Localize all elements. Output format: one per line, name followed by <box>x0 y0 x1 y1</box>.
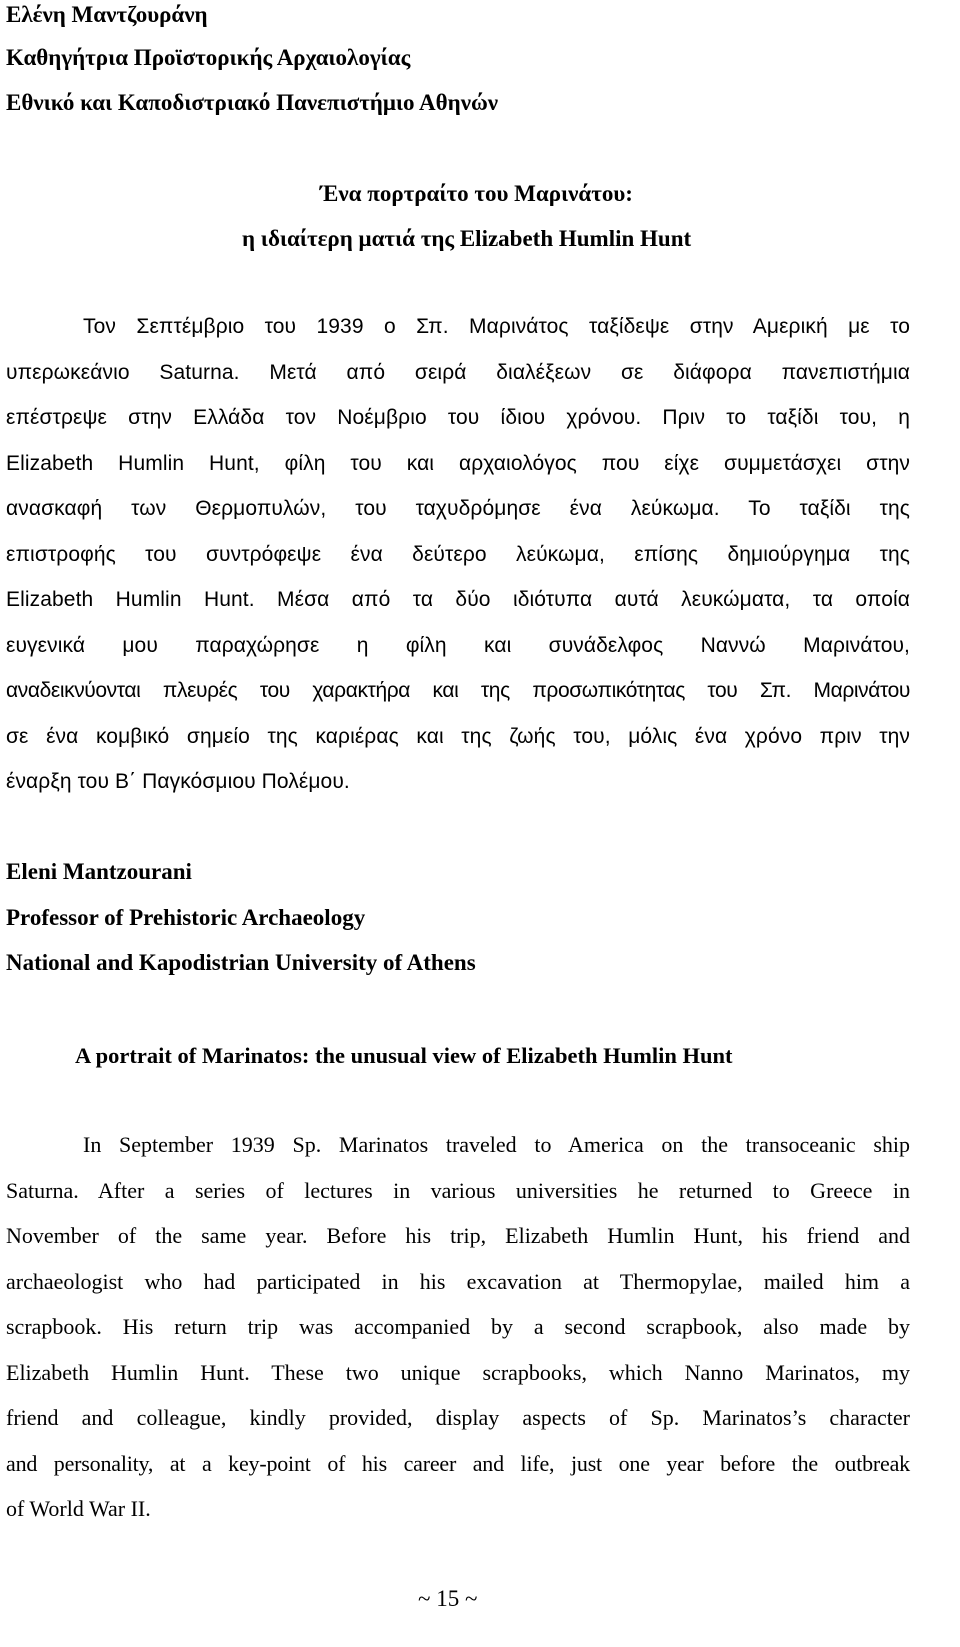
greek-paragraph-line: επιστροφής του συντρόφεψε ένα δεύτερο λεύκωμα, επίσης δημιούργημα της <box>6 543 910 566</box>
english-paragraph-line: archaeologist who had participated in his excavation at Thermopylae, mailed him a <box>6 1269 910 1294</box>
greek-position: Καθηγήτρια Προϊστορικής Αρχαιολογίας <box>6 45 411 70</box>
greek-title-line-1: Ένα πορτραίτο του Μαρινάτου: <box>320 181 633 206</box>
english-paragraph-line: scrapbook. His return trip was accompanied by a second scrapbook, also made by <box>6 1314 910 1339</box>
english-position: Professor of Prehistoric Archaeology <box>6 905 366 930</box>
greek-paragraph-line: έναρξη του Β΄ Παγκόσμιου Πολέμου. <box>6 770 350 793</box>
english-paragraph-line: Saturna. After a series of lectures in various universities he returned to Greece in <box>6 1178 910 1203</box>
greek-paragraph-line: αναδεικνύονται πλευρές του χαρακτήρα και της προσωπικότητας του Σπ. Μαρινάτου <box>6 679 910 702</box>
greek-paragraph-line: Elizabeth Humlin Hunt, φίλη του και αρχαιολόγος που είχε συμμετάσχει στην <box>6 452 910 475</box>
greek-paragraph-line: υπερωκεάνιο Saturna. Μετά από σειρά διαλέξεων σε διάφορα πανεπιστήμια <box>6 361 910 384</box>
english-title: A portrait of Marinatos: the unusual view of Elizabeth Humlin Hunt <box>75 1043 733 1068</box>
english-paragraph-line: November of the same year. Before his trip, Elizabeth Humlin Hunt, his friend and <box>6 1223 910 1248</box>
greek-paragraph-line: ευγενικά μου παραχώρησε η φίλη και συνάδελφος Ναννώ Μαρινάτου, <box>6 634 910 657</box>
page-number: ~ 15 ~ <box>418 1586 478 1611</box>
greek-author: Ελένη Μαντζουράνη <box>6 2 208 27</box>
greek-paragraph-line: ανασκαφή των Θερμοπυλών, του ταχυδρόμησε ένα λεύκωμα. Το ταξίδι της <box>6 497 910 520</box>
greek-paragraph-line: σε ένα κομβικό σημείο της καριέρας και της ζωής του, μόλις ένα χρόνο πριν την <box>6 725 910 748</box>
greek-institution: Εθνικό και Καποδιστριακό Πανεπιστήμιο Αθηνών <box>6 90 499 115</box>
english-paragraph-line: friend and colleague, kindly provided, display aspects of Sp. Marinatos’s character <box>6 1405 910 1430</box>
greek-paragraph-line: Elizabeth Humlin Hunt. Μέσα από τα δύο ιδιότυπα αυτά λευκώματα, τα οποία <box>6 588 910 611</box>
english-author: Eleni Mantzourani <box>6 859 192 884</box>
greek-paragraph-line: Τον Σεπτέμβριο του 1939 ο Σπ. Μαρινάτος ταξίδεψε στην Αμερική με το <box>83 315 910 338</box>
greek-paragraph-line: επέστρεψε στην Ελλάδα τον Νοέμβριο του ίδιου χρόνου. Πριν το ταξίδι του, η <box>6 406 910 429</box>
english-paragraph-line: of World War II. <box>6 1496 151 1521</box>
english-institution: National and Kapodistrian University of Athens <box>6 950 476 975</box>
greek-title-line-2: η ιδιαίτερη ματιά της Elizabeth Humlin Hunt <box>242 226 692 251</box>
english-paragraph-line: and personality, at a key-point of his career and life, just one year before the outbreak <box>6 1451 910 1476</box>
english-paragraph-line: Elizabeth Humlin Hunt. These two unique scrapbooks, which Nanno Marinatos, my <box>6 1360 910 1385</box>
english-paragraph-line: In September 1939 Sp. Marinatos traveled to America on the transoceanic ship <box>83 1132 910 1157</box>
